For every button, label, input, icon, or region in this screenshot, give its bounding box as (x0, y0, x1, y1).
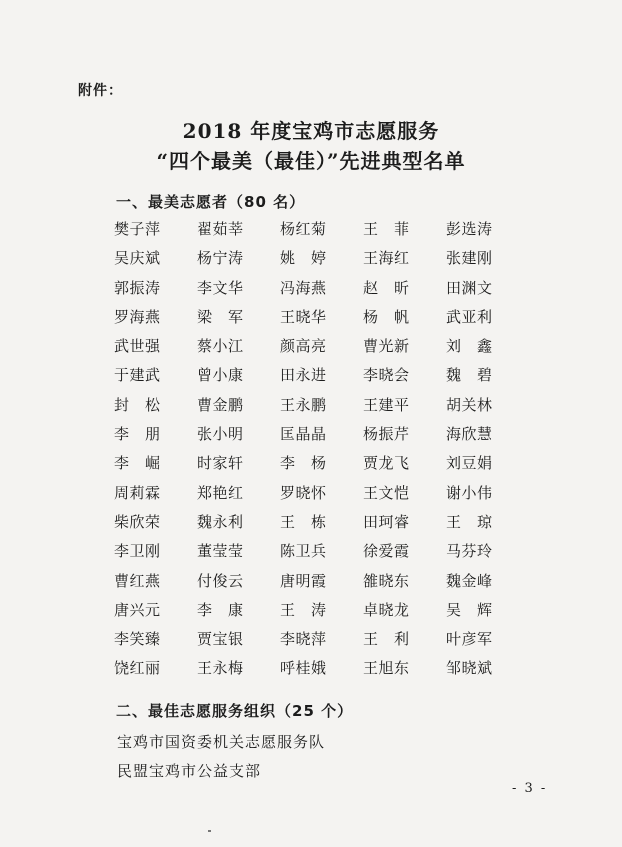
volunteer-name: 郭振涛 (114, 278, 161, 297)
volunteer-name: 王永鹏 (280, 395, 327, 414)
volunteer-name: 叶彦军 (446, 630, 493, 649)
volunteer-name: 海欣慧 (446, 425, 493, 444)
volunteer-name: 魏金峰 (446, 571, 493, 590)
volunteer-name: 田永进 (280, 366, 327, 385)
attachment-label: 附件： (78, 83, 123, 99)
volunteer-name: 王旭东 (363, 659, 410, 678)
volunteer-name: 刘豆娟 (446, 454, 493, 473)
volunteer-name: 李 杨 (280, 454, 327, 473)
volunteer-name: 张建刚 (446, 249, 493, 268)
volunteer-name: 李晓会 (363, 366, 410, 385)
organization-item: 宝鸡市国资委机关志愿服务队 (117, 733, 326, 751)
volunteer-name: 蔡小江 (197, 337, 244, 356)
volunteer-name: 刘 鑫 (446, 337, 493, 356)
volunteer-name: 周莉霖 (114, 483, 161, 502)
volunteer-name: 邹晓斌 (446, 659, 493, 678)
volunteer-name: 王文恺 (363, 483, 410, 502)
volunteer-name: 王建平 (363, 395, 410, 414)
volunteer-name: 马芬玲 (446, 542, 493, 561)
title-line-2: “四个最美（最佳）”先进典型名单 (156, 149, 466, 173)
volunteer-name: 罗晓怀 (280, 483, 327, 502)
volunteer-name: 杨 帆 (363, 307, 410, 326)
volunteer-name: 曹金鹏 (197, 395, 244, 414)
volunteer-name: 冯海燕 (280, 278, 327, 297)
volunteer-name: 杨振芹 (363, 425, 410, 444)
volunteer-name: 李晓萍 (280, 630, 327, 649)
volunteer-name: 付俊云 (197, 571, 244, 590)
volunteer-name: 樊子萍 (114, 220, 161, 238)
volunteer-name: 李笑臻 (114, 630, 161, 649)
volunteer-name: 吴庆斌 (114, 249, 161, 268)
volunteer-name: 柴欣荣 (114, 512, 161, 531)
volunteer-name: 徐爱霞 (363, 542, 410, 561)
volunteer-name: 颜高亮 (280, 337, 327, 356)
volunteer-name: 赵 昕 (363, 278, 410, 297)
volunteer-name: 王 涛 (280, 600, 327, 619)
volunteer-name: 田珂睿 (363, 512, 410, 531)
volunteer-name: 曹红燕 (114, 571, 161, 590)
volunteer-name: 匡晶晶 (280, 425, 327, 444)
volunteer-name: 曾小康 (197, 366, 244, 385)
volunteer-name: 时家轩 (197, 454, 244, 473)
volunteer-name: 唐明霞 (280, 571, 327, 590)
volunteer-name: 杨宁涛 (197, 249, 244, 268)
volunteer-name: 卓晓龙 (363, 600, 410, 619)
page-number: - 3 - (512, 781, 548, 796)
volunteer-name: 谢小伟 (446, 483, 493, 502)
volunteer-names-grid (114, 218, 529, 687)
volunteer-name: 魏永利 (197, 512, 244, 531)
volunteer-name: 杨红菊 (280, 220, 327, 238)
volunteer-name: 王海红 (363, 249, 410, 268)
section-heading-organizations: 二、最佳志愿服务组织（25 个） (116, 702, 354, 720)
volunteer-name: 贾宝银 (197, 630, 244, 649)
volunteer-name: 郑艳红 (197, 483, 244, 502)
section-heading-volunteers: 一、最美志愿者（80 名） (116, 193, 306, 211)
volunteer-name: 王 琼 (446, 512, 493, 531)
volunteer-name: 王 利 (363, 630, 410, 649)
volunteer-name: 李 康 (197, 600, 244, 619)
volunteer-name: 李 崛 (114, 454, 161, 473)
volunteer-name: 曹光新 (363, 337, 410, 356)
volunteer-name: 翟茹莘 (197, 220, 244, 238)
volunteer-name: 王永梅 (197, 659, 244, 678)
volunteer-name: 胡关林 (446, 395, 493, 414)
volunteer-name: 贾龙飞 (363, 454, 410, 473)
volunteer-name: 彭选涛 (446, 220, 493, 238)
volunteer-name: 梁 军 (197, 307, 244, 326)
volunteer-name: 魏 碧 (446, 366, 493, 385)
title-line-1: 2018 年度宝鸡市志愿服务 (182, 119, 440, 143)
volunteer-name: 罗海燕 (114, 307, 161, 326)
scan-speck (208, 830, 211, 832)
volunteer-name: 饶红丽 (114, 659, 161, 678)
volunteer-name: 王晓华 (280, 307, 327, 326)
volunteer-name: 武世强 (114, 337, 161, 356)
organization-item: 民盟宝鸡市公益支部 (117, 762, 262, 780)
volunteer-name: 唐兴元 (114, 600, 161, 619)
volunteer-name: 陈卫兵 (280, 542, 327, 561)
volunteer-name: 王 菲 (363, 220, 410, 238)
volunteer-name: 于建武 (114, 366, 161, 385)
volunteer-name: 吴 辉 (446, 600, 493, 619)
volunteer-name: 李 朋 (114, 425, 161, 444)
volunteer-name: 李文华 (197, 278, 244, 297)
volunteer-name: 呼桂娥 (280, 659, 327, 678)
volunteer-name: 李卫刚 (114, 542, 161, 561)
volunteer-name: 雒晓东 (363, 571, 410, 590)
volunteer-name: 武亚利 (446, 307, 493, 326)
volunteer-name: 田渊文 (446, 278, 493, 297)
volunteer-name: 姚 婷 (280, 249, 327, 268)
volunteer-name: 董莹莹 (197, 542, 244, 561)
volunteer-name: 封 松 (114, 395, 161, 414)
volunteer-name: 王 栋 (280, 512, 327, 531)
volunteer-name: 张小明 (197, 425, 244, 444)
